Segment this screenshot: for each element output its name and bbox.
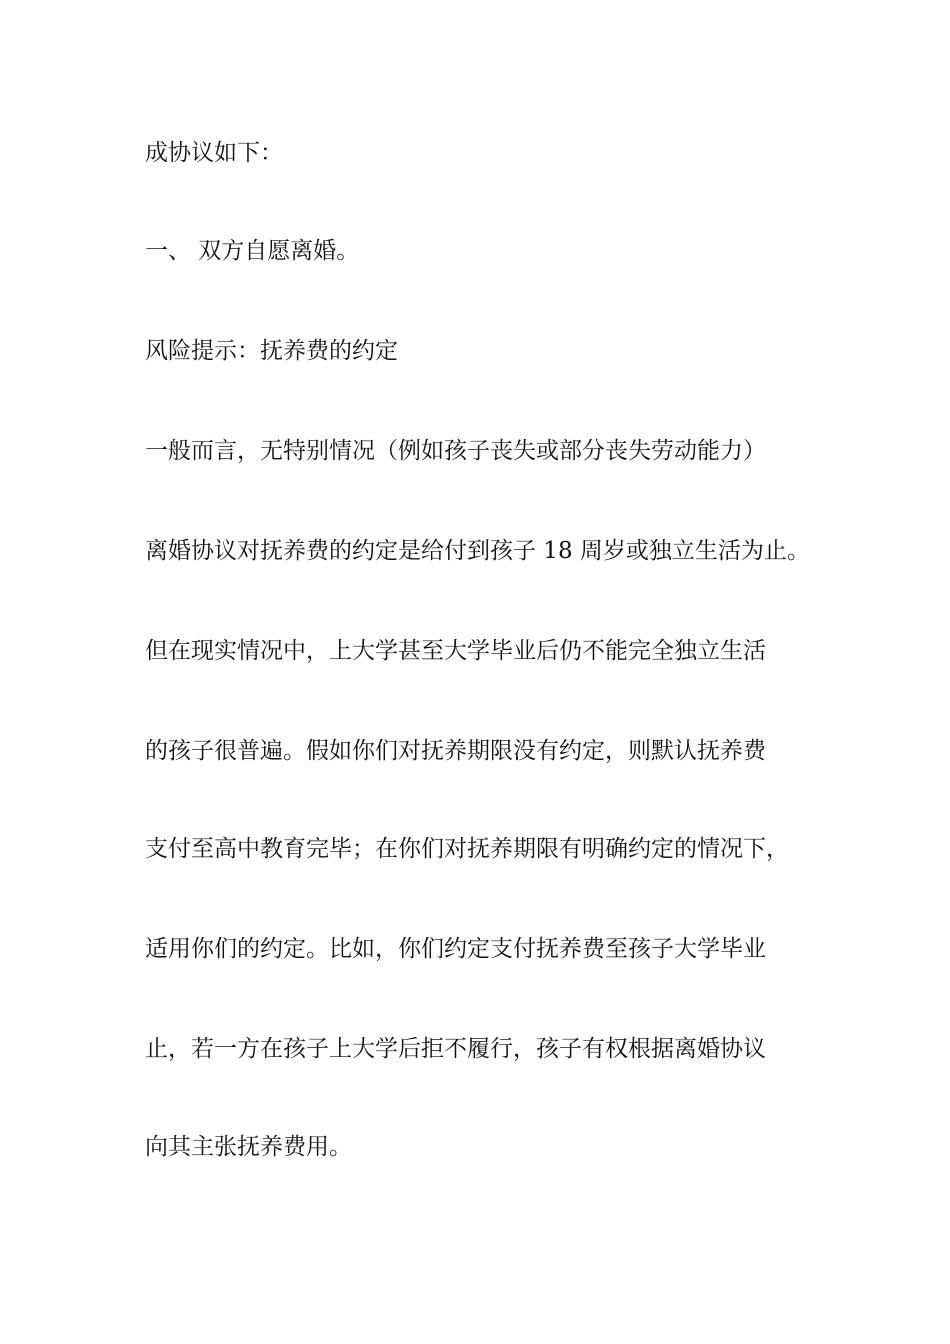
paragraph-line: 离婚协议对抚养费的约定是给付到孩子 18 周岁或独立生活为止。 <box>145 538 810 564</box>
paragraph-line: 但在现实情况中，上大学甚至大学毕业后仍不能完全独立生活 <box>145 638 766 664</box>
paragraph-line: 支付至高中教育完毕；在你们对抚养期限有明确约定的情况下， <box>145 836 789 862</box>
risk-tip-heading: 风险提示：抚养费的约定 <box>145 338 398 364</box>
paragraph-line: 止，若一方在孩子上大学后拒不履行，孩子有权根据离婚协议 <box>145 1036 766 1062</box>
paragraph-line: 适用你们的约定。比如，你们约定支付抚养费至孩子大学毕业 <box>145 936 766 962</box>
clause-one-heading: 一、 双方自愿离婚。 <box>145 238 360 264</box>
agreement-intro-line: 成协议如下： <box>145 140 283 166</box>
paragraph-line: 的孩子很普遍。假如你们对抚养期限没有约定，则默认抚养费 <box>145 738 766 764</box>
paragraph-line: 一般而言，无特别情况（例如孩子丧失或部分丧失劳动能力） <box>145 438 766 464</box>
paragraph-line: 向其主张抚养费用。 <box>145 1134 352 1160</box>
